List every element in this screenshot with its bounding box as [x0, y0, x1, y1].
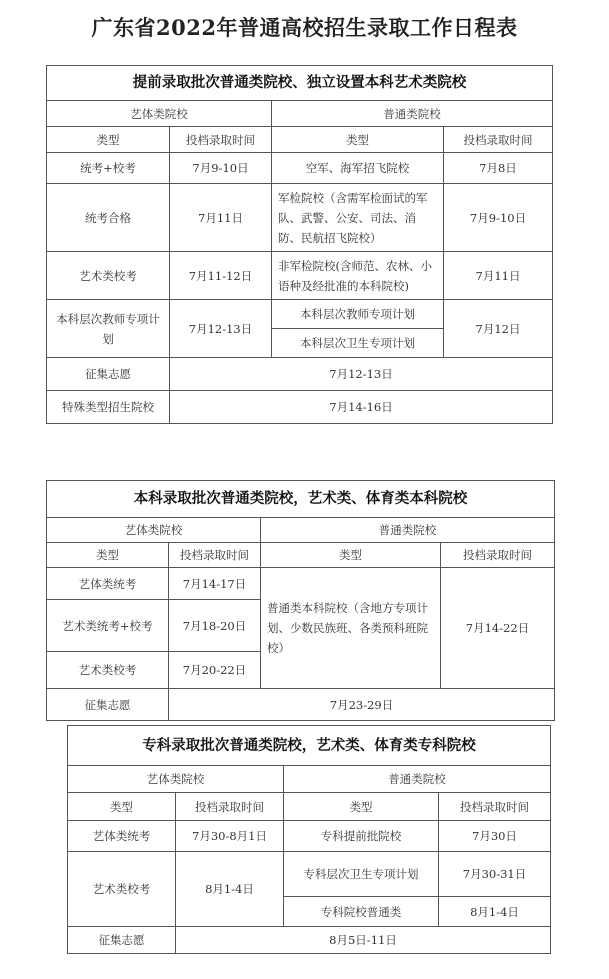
- table-row: [68, 927, 551, 954]
- table-row: [47, 184, 553, 252]
- art-type-cell: 统考+校考: [47, 153, 170, 184]
- art-type-cell: 艺术类校考: [68, 852, 176, 927]
- art-time-cell: 7月30-8月1日: [176, 821, 284, 852]
- supplement-label: 征集志愿: [68, 927, 176, 954]
- art-type-cell: 艺体类统考: [47, 568, 169, 600]
- regular-time-cell: 7月14-22日: [441, 568, 555, 689]
- supplement-label: 征集志愿: [47, 358, 170, 391]
- supplement-time: 7月23-29日: [169, 689, 555, 721]
- art-type-cell: 艺术类统考+校考: [47, 600, 169, 652]
- regular-time-cell: 7月8日: [444, 153, 553, 184]
- regular-type-cell: 普通类本科院校（含地方专项计划、少数民族班、各类预科班院校）: [261, 568, 441, 689]
- table-row: [68, 821, 551, 852]
- table-heading: 提前录取批次普通类院校、独立设置本科艺术类院校: [47, 66, 553, 101]
- special-time: 7月14-16日: [170, 391, 553, 424]
- regular-time-cell: 7月11日: [444, 252, 553, 300]
- regular-group-header: 普通类院校: [261, 518, 555, 543]
- schedule-table-undergrad-batch: [46, 480, 555, 721]
- type-column-header: 类型: [272, 127, 444, 153]
- time-column-header: 投档录取时间: [444, 127, 553, 153]
- art-type-cell: 艺术类校考: [47, 652, 169, 689]
- table-row: [47, 153, 553, 184]
- time-column-header: 投档录取时间: [441, 543, 555, 568]
- type-column-header: 类型: [47, 543, 169, 568]
- art-time-cell: 7月14-17日: [169, 568, 261, 600]
- table-row: [47, 358, 553, 391]
- regular-type-cell: 专科院校普通类: [284, 897, 439, 927]
- art-time-cell: 8月1-4日: [176, 852, 284, 927]
- table-row: [47, 300, 553, 329]
- regular-type-cell: 专科层次卫生专项计划: [284, 852, 439, 897]
- special-label: 特殊类型招生院校: [47, 391, 170, 424]
- type-column-header: 类型: [47, 127, 170, 153]
- art-group-header: 艺体类院校: [47, 101, 272, 127]
- table-row: [47, 252, 553, 300]
- art-time-cell: 7月20-22日: [169, 652, 261, 689]
- regular-time-cell: 8月1-4日: [439, 897, 551, 927]
- regular-group-header: 普通类院校: [284, 766, 551, 793]
- type-column-header: 类型: [261, 543, 441, 568]
- supplement-time: 8月5日-11日: [176, 927, 551, 954]
- regular-type-cell: 军检院校（含需军检面试的军队、武警、公安、司法、消防、民航招飞院校）: [272, 184, 444, 252]
- schedule-table-early-batch: [46, 65, 553, 424]
- table-row: [47, 391, 553, 424]
- art-time-cell: 7月11-12日: [170, 252, 272, 300]
- art-group-header: 艺体类院校: [68, 766, 284, 793]
- regular-time-cell: 7月30日: [439, 821, 551, 852]
- page-title: 广东省2022年普通高校招生录取工作日程表: [91, 15, 518, 40]
- art-time-cell: 7月9-10日: [170, 153, 272, 184]
- supplement-time: 7月12-13日: [170, 358, 553, 391]
- supplement-label: 征集志愿: [47, 689, 169, 721]
- table-row: [47, 568, 555, 600]
- type-column-header: 类型: [284, 793, 439, 821]
- art-time-cell: 7月18-20日: [169, 600, 261, 652]
- table-heading: 本科录取批次普通类院校，艺术类、体育类本科院校: [47, 481, 555, 518]
- regular-type-cell: 本科层次卫生专项计划: [272, 329, 444, 358]
- regular-type-cell: 空军、海军招飞院校: [272, 153, 444, 184]
- art-type-cell: 艺术类校考: [47, 252, 170, 300]
- time-column-header: 投档录取时间: [439, 793, 551, 821]
- regular-group-header: 普通类院校: [272, 101, 553, 127]
- regular-type-cell: 专科提前批院校: [284, 821, 439, 852]
- art-time-cell: 7月12-13日: [170, 300, 272, 358]
- regular-type-cell: 本科层次教师专项计划: [272, 300, 444, 329]
- table-row: [47, 689, 555, 721]
- art-type-cell: 统考合格: [47, 184, 170, 252]
- type-column-header: 类型: [68, 793, 176, 821]
- art-type-cell: 艺体类统考: [68, 821, 176, 852]
- regular-time-cell: 7月12日: [444, 300, 553, 358]
- table-row: [68, 852, 551, 897]
- art-type-cell: 本科层次教师专项计划: [47, 300, 170, 358]
- art-group-header: 艺体类院校: [47, 518, 261, 543]
- time-column-header: 投档录取时间: [170, 127, 272, 153]
- time-column-header: 投档录取时间: [176, 793, 284, 821]
- regular-type-cell: 非军检院校(含师范、农林、小语种及经批准的本科院校): [272, 252, 444, 300]
- schedule-table-college-batch: [67, 725, 551, 954]
- art-time-cell: 7月11日: [170, 184, 272, 252]
- table-heading: 专科录取批次普通类院校，艺术类、体育类专科院校: [68, 726, 551, 766]
- time-column-header: 投档录取时间: [169, 543, 261, 568]
- regular-time-cell: 7月9-10日: [444, 184, 553, 252]
- regular-time-cell: 7月30-31日: [439, 852, 551, 897]
